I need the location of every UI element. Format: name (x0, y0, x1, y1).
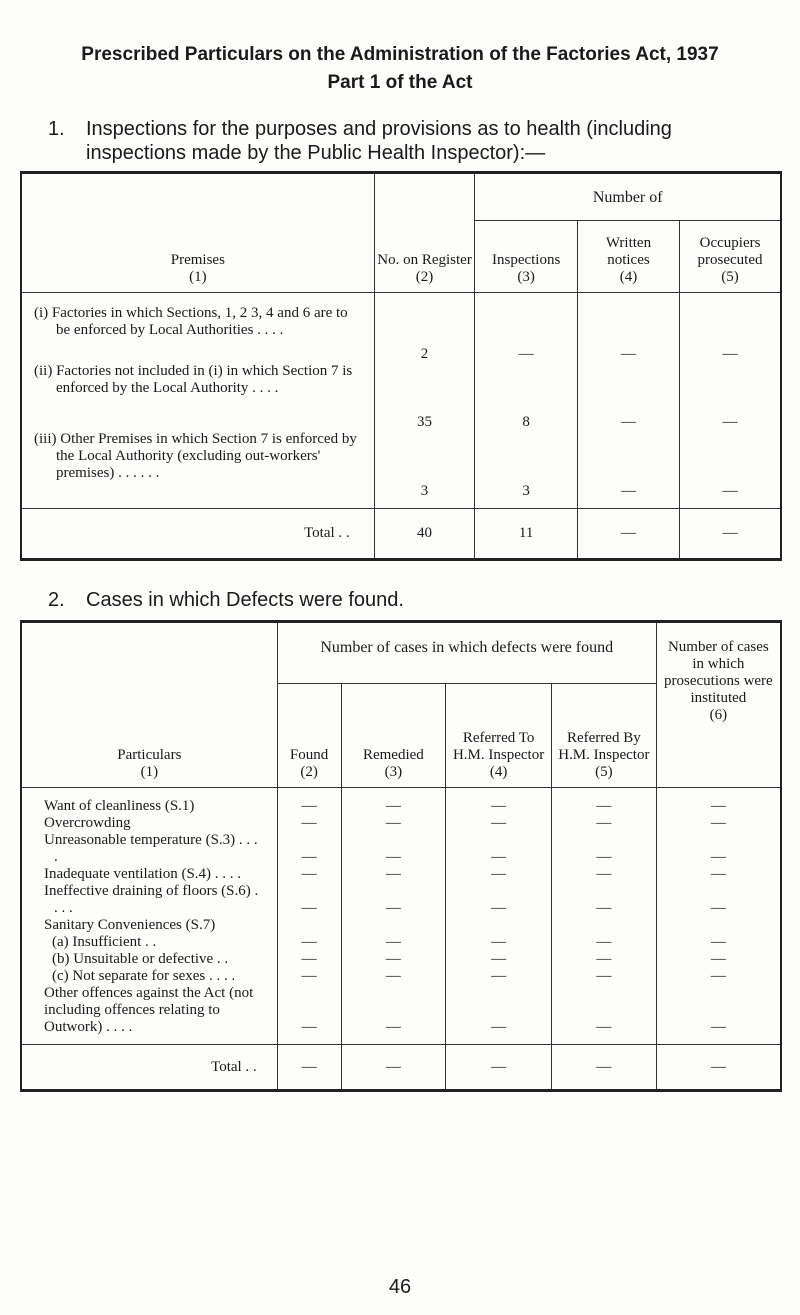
cell-occupiers: — (680, 431, 781, 509)
header-prosecutions-num: (6) (709, 707, 728, 723)
table-row (21, 934, 781, 951)
cell-inspections: — (475, 293, 577, 363)
header-written-label: Written notices (605, 235, 652, 268)
cell-remedied: — (341, 866, 446, 883)
table-row (21, 985, 781, 1045)
header-written-num: (4) (619, 269, 638, 285)
cell-found: — (277, 866, 341, 883)
cell-referred-by: — (551, 968, 656, 985)
cell-written: — (577, 363, 679, 431)
cell-prosecutions: — (656, 934, 781, 951)
cell-referred-to: — (446, 968, 552, 985)
cell-prosecutions: — (656, 951, 781, 968)
header-prosecutions-label: Number of cases in which prosecutions were instituted (664, 639, 773, 706)
cell-referred-by: — (551, 866, 656, 883)
header-premises-num: (1) (189, 269, 207, 285)
total-found: — (277, 1045, 341, 1091)
row-label: (a) Insufficient . . (21, 934, 277, 951)
row-label: Want of cleanliness (S.1) (21, 788, 277, 816)
cell-register: 2 (374, 293, 475, 363)
total-referred-by: — (551, 1045, 656, 1091)
cell-found: — (277, 883, 341, 917)
cell-referred-by: — (551, 951, 656, 968)
cell-register: 3 (374, 431, 475, 509)
header-number-of: Number of (475, 173, 781, 221)
page-number: 46 (388, 1276, 412, 1298)
page-subtitle: Part 1 of the Act (327, 72, 473, 93)
cell-remedied: — (341, 951, 446, 968)
cell-prosecutions: — (656, 832, 781, 866)
cell-referred-to: — (446, 788, 552, 816)
header-particulars (21, 622, 277, 788)
cell-referred-to (446, 917, 552, 934)
cell-referred-by: — (551, 788, 656, 816)
cell-remedied: — (341, 815, 446, 832)
cell-referred-by: — (551, 815, 656, 832)
table-row (21, 293, 781, 363)
cell-found: — (277, 832, 341, 866)
defects-table (20, 620, 782, 1092)
header-occupiers-label: Occupiers prosecuted (697, 235, 763, 268)
cell-prosecutions: — (656, 968, 781, 985)
cell-referred-to: — (446, 951, 552, 968)
cell-found: — (277, 934, 341, 951)
table-row (21, 917, 781, 934)
section-2-number: 2. (48, 589, 65, 611)
total-register: 40 (374, 509, 475, 560)
section-1-text: Inspections for the purposes and provisions as to health (including inspections made by the Public Health Inspector):— (86, 118, 672, 164)
header-register-num: (2) (415, 269, 434, 285)
table-row (21, 832, 781, 866)
total-written: — (577, 509, 679, 560)
cell-register: 35 (374, 363, 475, 431)
cell-found: — (277, 788, 341, 816)
total-prosecutions: — (656, 1045, 781, 1091)
section-2-text: Cases in which Defects were found. (86, 589, 404, 611)
table-row (21, 883, 781, 917)
cell-inspections: 3 (475, 431, 577, 509)
cell-referred-to: — (446, 832, 552, 866)
table-row (21, 866, 781, 883)
row-label: Unreasonable temperature (S.3) . . . . (21, 832, 277, 866)
cell-prosecutions: — (656, 883, 781, 917)
cell-found: — (277, 985, 341, 1045)
header-found: Found (2) (277, 684, 341, 788)
row-label: (b) Unsuitable or defective . . (21, 951, 277, 968)
cell-referred-to: — (446, 985, 552, 1045)
row-label: (ii) Factories not included in (i) in which Section 7 is enforced by the Local Authority . . . . (34, 362, 353, 396)
cell-referred-by: — (551, 832, 656, 866)
cell-remedied: — (341, 985, 446, 1045)
cell-referred-by: — (551, 883, 656, 917)
cell-prosecutions: — (656, 815, 781, 832)
header-remedied: Remedied (3) (341, 684, 446, 788)
cell-remedied: — (341, 832, 446, 866)
cell-prosecutions (656, 917, 781, 934)
header-written-notices (577, 221, 679, 293)
row-label: Inadequate ventilation (S.4) . . . . (21, 866, 277, 883)
header-prosecutions (656, 622, 781, 788)
section-1-number: 1. (48, 118, 65, 140)
header-register-label: No. on Register (377, 252, 472, 268)
total-referred-to: — (446, 1045, 552, 1091)
cell-prosecutions: — (656, 788, 781, 816)
row-label: (i) Factories in which Sections, 1, 2 3, 4 and 6 are to be enforced by Local Authorities . . . . (34, 305, 348, 338)
row-label: (c) Not separate for sexes . . . . (21, 968, 277, 985)
cell-referred-to: — (446, 883, 552, 917)
inspections-table (20, 171, 782, 561)
table-row (21, 968, 781, 985)
header-defects-group: Number of cases in which defects were found (277, 622, 656, 684)
header-inspections (475, 221, 577, 293)
cell-occupiers: — (680, 293, 781, 363)
cell-referred-to: — (446, 934, 552, 951)
header-premises (21, 173, 374, 293)
cell-remedied: — (341, 934, 446, 951)
total-occupiers: — (680, 509, 781, 560)
row-label: Sanitary Conveniences (S.7) (21, 917, 277, 934)
cell-found: — (277, 951, 341, 968)
header-register (374, 173, 475, 293)
header-inspections-num: (3) (517, 269, 535, 285)
cell-remedied: — (341, 883, 446, 917)
cell-referred-by: — (551, 985, 656, 1045)
cell-remedied: — (341, 968, 446, 985)
cell-written: — (577, 431, 679, 509)
cell-referred-to: — (446, 815, 552, 832)
cell-found: — (277, 815, 341, 832)
row-label: Overcrowding (21, 815, 277, 832)
header-particulars-label: Particulars (117, 747, 182, 763)
cell-found: — (277, 968, 341, 985)
header-inspections-label: Inspections (491, 252, 561, 268)
cell-inspections: 8 (475, 363, 577, 431)
table-row (21, 815, 781, 832)
cell-prosecutions: — (656, 985, 781, 1045)
header-occupiers-num: (5) (721, 269, 739, 285)
cell-referred-by (551, 917, 656, 934)
table-row (21, 363, 781, 431)
total-label: Total . . (21, 509, 374, 560)
cell-found (277, 917, 341, 934)
header-occupiers-prosecuted (680, 221, 781, 293)
page-title: Prescribed Particulars on the Administration of the Factories Act, 1937 (81, 44, 719, 65)
header-particulars-num: (1) (140, 764, 159, 780)
row-label: Ineffective draining of floors (S.6) . . . . (21, 883, 277, 917)
table-row (21, 788, 781, 816)
header-premises-label: Premises (170, 252, 225, 268)
total-row (21, 1045, 781, 1091)
cell-remedied (341, 917, 446, 934)
cell-written: — (577, 293, 679, 363)
cell-prosecutions: — (656, 866, 781, 883)
table-row (21, 951, 781, 968)
cell-remedied: — (341, 788, 446, 816)
table-row (21, 431, 781, 509)
header-referred-by: Referred By H.M. Inspector (5) (551, 684, 656, 788)
cell-referred-to: — (446, 866, 552, 883)
cell-referred-by: — (551, 934, 656, 951)
total-label: Total . . (21, 1045, 277, 1091)
total-remedied: — (341, 1045, 446, 1091)
cell-occupiers: — (680, 363, 781, 431)
row-label: Other offences against the Act (not including offences relating to Outwork) . . . . (21, 985, 277, 1045)
header-referred-to: Referred To H.M. Inspector (4) (446, 684, 552, 788)
total-row (21, 509, 781, 560)
total-inspections: 11 (475, 509, 577, 560)
row-label: (iii) Other Premises in which Section 7 is enforced by the Local Authority (excluding out-workers' premises) . . . . . . (34, 430, 357, 481)
